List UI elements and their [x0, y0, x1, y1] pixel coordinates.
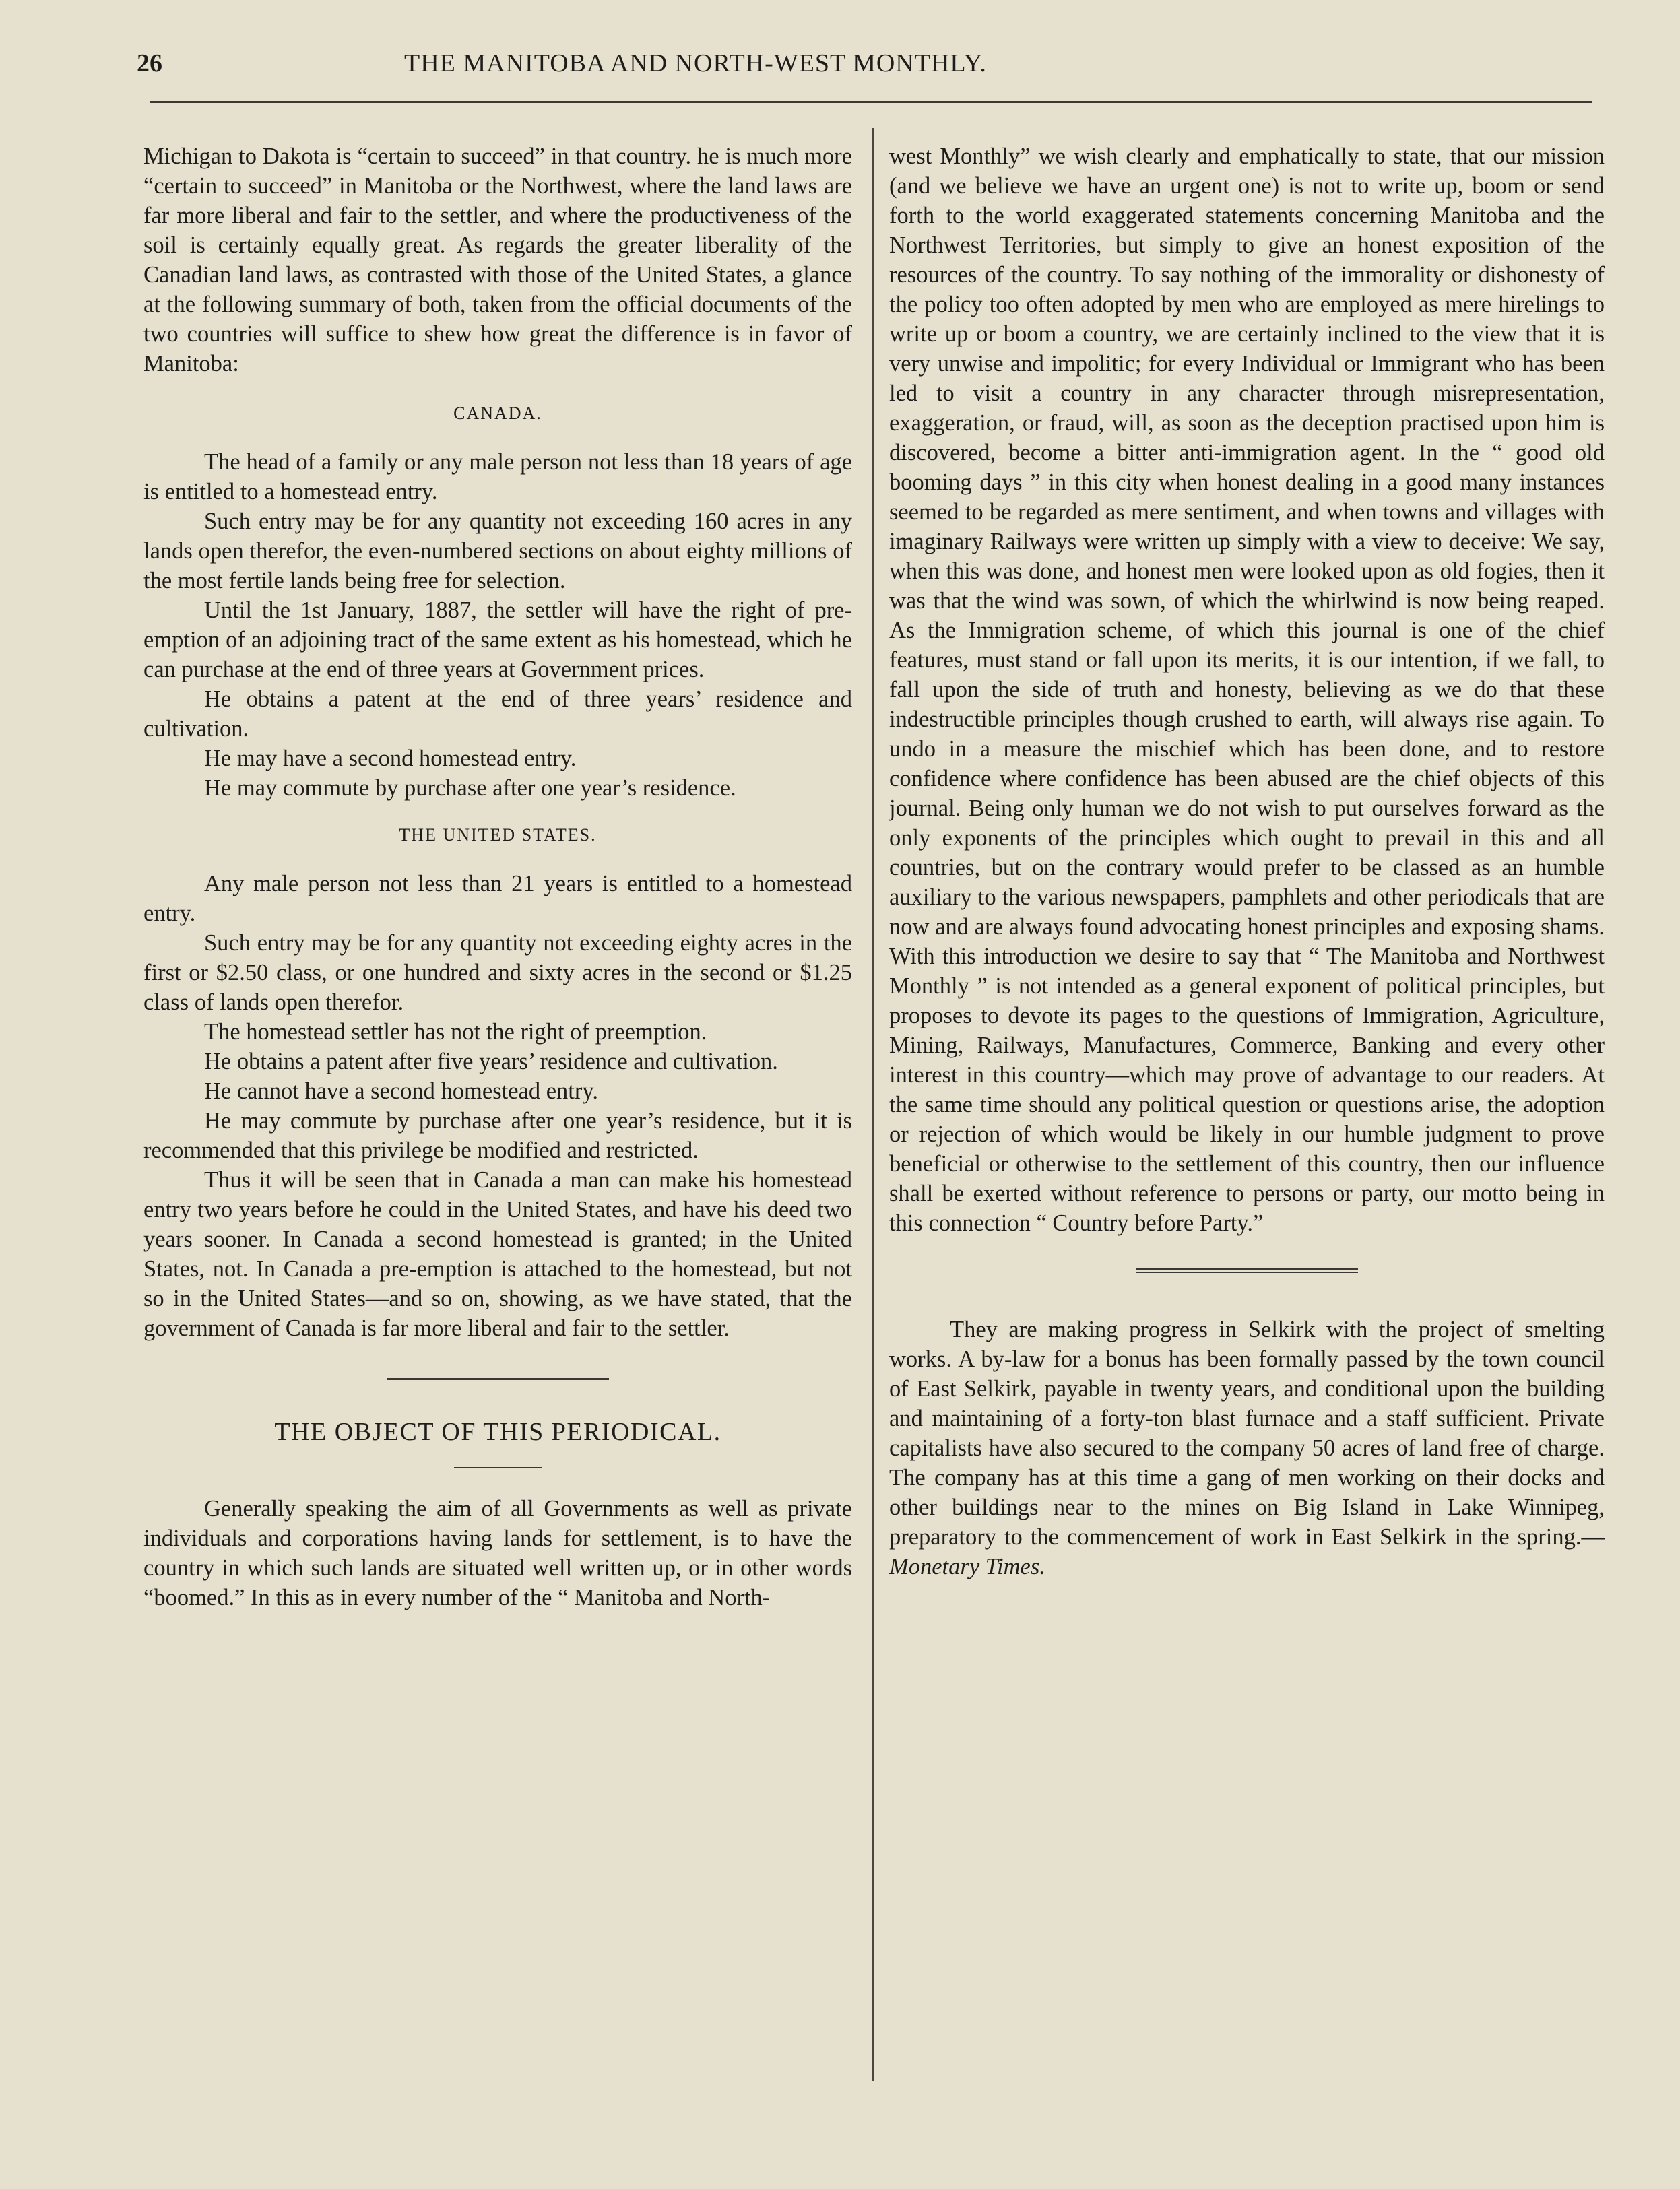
article-separator [1136, 1268, 1358, 1273]
canada-paragraph: The head of a family or any male person not less than 18 years of age is entitled to a homestead entry. [143, 449, 852, 504]
section-title: THE OBJECT OF THIS PERIODICAL. [274, 1418, 721, 1446]
canada-paragraph: Until the 1st January, 1887, the settler will have the right of pre-emption of an adjoining tract of the same extent as his homestead, which he can purchase at the end of three years at Government prices. [143, 597, 852, 682]
us-paragraph: The homestead settler has not the right of preemption. [204, 1019, 707, 1045]
continuation-paragraph: west Monthly” we wish clearly and emphatically to state, that our mission (and we believe we have an urgent one) is not to write up, boom or send forth to the world exaggerated statements concerning Manitoba and the Northwest Territories, but simply to give an honest exposition of the resources of the country. To say nothing of the immorality or dishonesty of the policy too often adopted by men who are employed as mere hirelings to write up or boom a country, we are certainly inclined to the view that it is very unwise and impolitic; for every Individual or Immigrant who has been led to visit a country in any character through misrepresentation, exaggeration, or fraud, will, as soon as the deception practised upon him is discovered, become a bitter anti-immigration agent. In the “ good old booming days ” in this city when honest dealing in a good many instances seemed to be regarded as mere sentiment, and when towns and villages with imaginary Railways were written up simply with a view to deceive: We say, when this was done, and honest men were looked upon as old fogies, then it was that the wind was sown, of which the whirlwind is now being reaped. As the Immigration scheme, of which this journal is one of the chief features, must stand or fall upon its merits, it is our intention, if we fall, to fall upon the side of truth and honesty, believing as we do that these indestructible principles though crushed to earth, will always rise again. To undo in a measure the mischief which has been done, and to restore confidence where confidence has been abused are the chief objects of this journal. Being only human we do not wish to put ourselves forward as the only exponents of the principles which ought to prevail in this and all countries, but on the contrary would prefer to be classed as an humble auxiliary to the various newspapers, pamphlets and other periodicals that are now and are always found advocating honest principles and exposing shams. With this introduction we desire to say that “ The Manitoba and Northwest Monthly ” is not intended as a general exponent of political principles, but proposes to devote its pages to the questions of Immigration, Agriculture, Mining, Railways, Manufactures, Commerce, Banking and every other interest in this country—which may prove of advantage to our readers. At the same time should any political question or questions arise, the adoption or rejection of which would be likely in our humble judgment to prove beneficial or otherwise to the settlement of this country, then our influence shall be exerted without reference to persons or party, our motto being in this connection “ Country before Party.” [889, 143, 1605, 1236]
us-paragraph: Such entry may be for any quantity not exceeding eighty acres in the first or $2.50 class, or one hundred and sixty acres in the second or $1.25 class of lands open therefor. [143, 930, 852, 1015]
canada-paragraph: Such entry may be for any quantity not exceeding 160 acres in any lands open therefor, the even-numbered sections on about eighty millions of the most fertile lands being free for selection. [143, 509, 852, 593]
us-paragraph: Thus it will be seen that in Canada a man can make his homestead entry two years before he could in the United States, and have his deed two years sooner. In Canada a second homestead is granted; in the United States, not. In Canada a pre-emption is attached to the homestead, but not so in the United States—and so on, showing, as we have stated, that the government of Canada is far more liberal and fair to the settler. [143, 1167, 852, 1341]
title-rule [454, 1467, 542, 1468]
us-paragraph: Any male person not less than 21 years is entitled to a homestead entry. [143, 871, 852, 926]
us-paragraph: He obtains a patent after five years’ residence and cultivation. [204, 1049, 778, 1074]
object-paragraph: Generally speaking the aim of all Governments as well as private individuals and corporations having lands for settlement, is to have the country in which such lands are situated well written up, or in other words “boomed.” In this as in every number of the “ Manitoba and North- [143, 1496, 852, 1610]
canada-paragraph: He obtains a patent at the end of three years’ residence and cultivation. [143, 686, 852, 742]
canada-heading: CANADA. [453, 403, 542, 423]
us-heading: THE UNITED STATES. [399, 825, 597, 845]
running-head: THE MANITOBA AND NORTH-WEST MONTHLY. [404, 49, 987, 77]
section-separator [387, 1378, 609, 1383]
column-divider [872, 128, 874, 2081]
source-credit: Monetary Times. [889, 1554, 1045, 1579]
right-column [889, 141, 1605, 1581]
us-paragraph: He cannot have a second homestead entry. [204, 1078, 598, 1104]
canada-paragraph: He may have a second homestead entry. [204, 746, 577, 771]
selkirk-text: They are making progress in Selkirk with the project of smelting works. A by-law for a bonus has been formally passed by the town council of East Selkirk, payable in twenty years, and conditional upon the building and maintaining of a forty-ton blast furnace and a staff sufficient. Private capitalists have also secured to the company 50 acres of land free of charge. The company has at this time a gang of men working on their docks and other buildings near to the mines on Big Island in Lake Winnipeg, preparatory to the commencement of work in East Selkirk in the spring.— [889, 1317, 1605, 1550]
page-number: 26 [137, 49, 162, 77]
canada-paragraph: He may commute by purchase after one year’s residence. [204, 775, 736, 801]
intro-paragraph: Michigan to Dakota is “certain to succeed” in that country. he is much more “certain to succeed” in Manitoba or the Northwest, where the land laws are far more liberal and fair to the settler, and where the productiveness of the soil is certainly equally great. As regards the greater liberality of the Canadian land laws, as contrasted with those of the United States, a glance at the following summary of both, taken from the official documents of the two countries will suffice to shew how great the difference is in favor of Manitoba: [143, 143, 852, 377]
header-rule [150, 101, 1592, 103]
us-paragraph: He may commute by purchase after one year’s residence, but it is recommended that this privilege be modified and restricted. [143, 1108, 852, 1163]
selkirk-paragraph [889, 1315, 1605, 1581]
left-column [143, 141, 852, 1612]
